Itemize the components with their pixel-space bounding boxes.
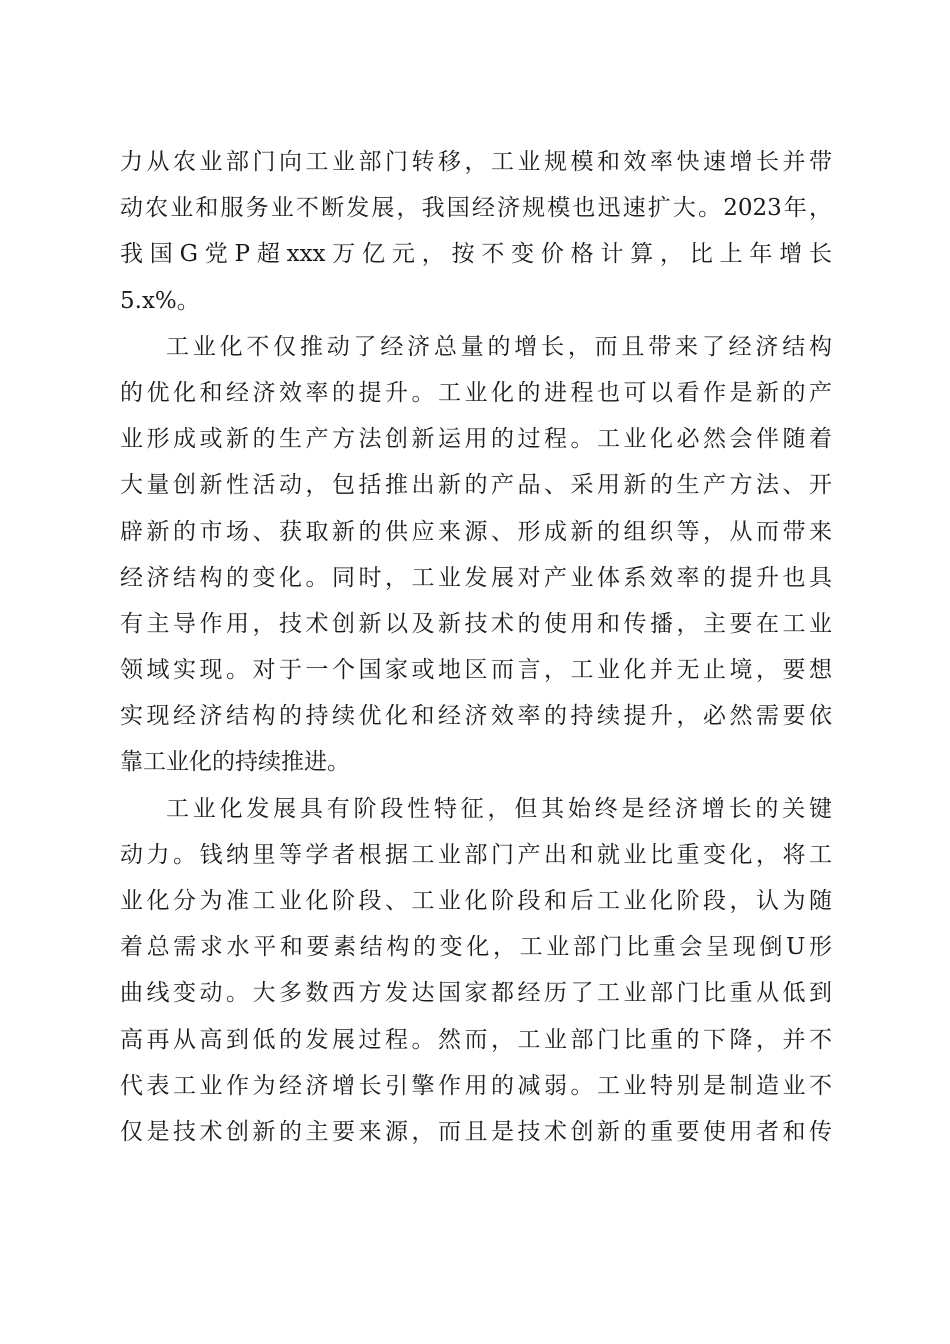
text-line: 经济结构的变化。同时，工业发展对产业体系效率的提升也具 — [120, 564, 832, 591]
text-line: 大量创新性活动，包括推出新的产品、采用新的生产方法、开 — [120, 472, 832, 499]
body-text — [120, 139, 832, 1155]
text-line: 代表工业作为经济增长引擎作用的减弱。工业特别是制造业不 — [120, 1072, 832, 1099]
text-line: 力从农业部门向工业部门转移，工业规模和效率快速增长并带 — [120, 149, 832, 175]
text-line: 5.x%。 — [120, 287, 200, 314]
paragraph-first-line: 工业化不仅推动了经济总量的增长，而且带来了经济结构 — [166, 333, 832, 360]
paragraph-first-line: 工业化发展具有阶段性特征，但其始终是经济增长的关键 — [166, 795, 832, 822]
text-line: 业化分为准工业化阶段、工业化阶段和后工业化阶段，认为随 — [120, 888, 832, 914]
text-line: 动力。钱纳里等学者根据工业部门产出和就业比重变化，将工 — [120, 841, 832, 868]
text-line: 的优化和经济效率的提升。工业化的进程也可以看作是新的产 — [120, 379, 832, 406]
text-line: 实现经济结构的持续优化和经济效率的持续提升，必然需要依 — [120, 703, 832, 730]
text-line: 辟新的市场、获取新的供应来源、形成新的组织等，从而带来 — [120, 518, 832, 545]
text-line: 有主导作用，技术创新以及新技术的使用和传播，主要在工业 — [120, 610, 832, 637]
text-line: 仅是技术创新的主要来源，而且是技术创新的重要使用者和传 — [120, 1118, 832, 1145]
text-line: 动农业和服务业不断发展，我国经济规模也迅速扩大。2023年， — [120, 195, 832, 222]
text-line: 业形成或新的生产方法创新运用的过程。工业化必然会伴随着 — [120, 426, 832, 453]
text-line: 高再从高到低的发展过程。然而，工业部门比重的下降，并不 — [120, 1026, 832, 1053]
text-line: 领域实现。对于一个国家或地区而言，工业化并无止境，要想 — [120, 657, 832, 684]
text-line: 我国G党P超xxx万亿元，按不变价格计算，比上年增长 — [120, 241, 832, 268]
text-line: 着总需求水平和要素结构的变化，工业部门比重会呈现倒U形 — [120, 934, 832, 961]
text-line: 靠工业化的持续推进。 — [120, 749, 350, 776]
text-line: 曲线变动。大多数西方发达国家都经历了工业部门比重从低到 — [120, 980, 832, 1007]
